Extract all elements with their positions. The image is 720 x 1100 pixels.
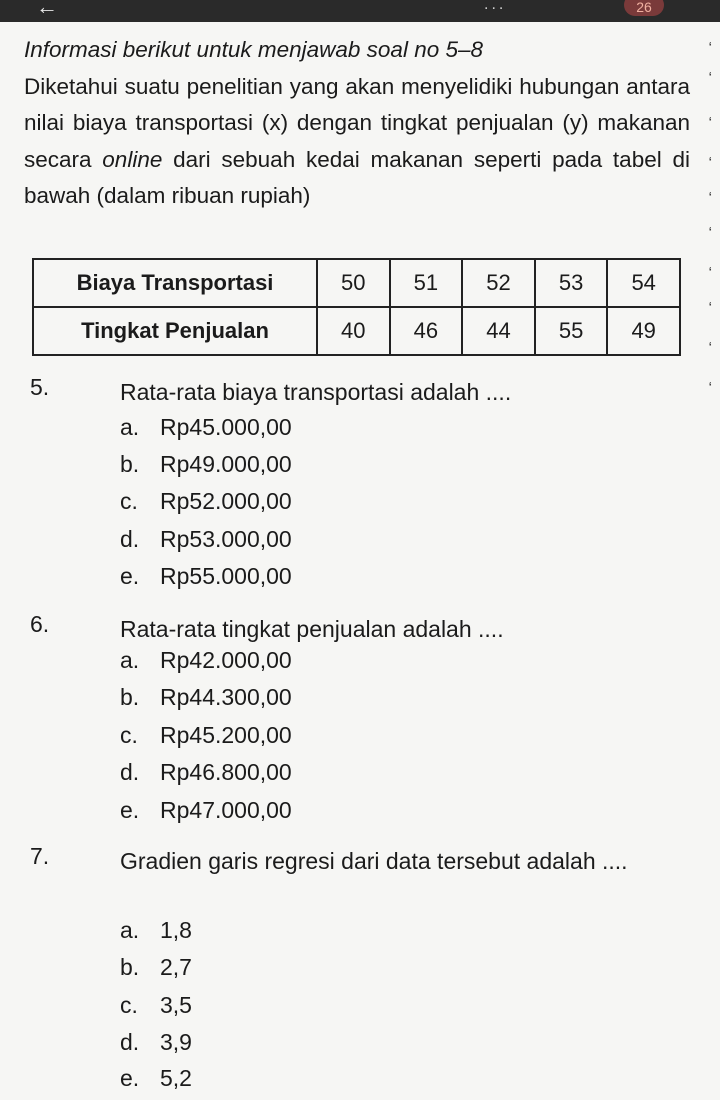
option-label: a.	[120, 647, 140, 673]
question-text: Rata-rata tingkat penjualan adalah ....	[120, 616, 504, 642]
edge-mark-icon: ‘	[708, 340, 712, 357]
option-b[interactable]	[120, 684, 292, 711]
top-bar	[0, 0, 720, 22]
edge-mark-icon: ‘	[708, 225, 712, 242]
option-label: b.	[120, 451, 140, 477]
table-cell: 55	[535, 307, 608, 355]
question-number: 7.	[30, 843, 50, 869]
option-text: Rp45.200,00	[160, 722, 292, 748]
question-6	[30, 611, 690, 841]
option-d[interactable]	[120, 759, 292, 786]
option-text: Rp52.000,00	[160, 488, 292, 514]
table-row-sales	[33, 307, 680, 355]
option-label: b.	[120, 684, 140, 710]
option-c[interactable]	[120, 722, 292, 749]
intro-text-1: Diketahui suatu penelitian yang akan menyelidiki hubungan antara nilai biaya transportasi (x) dengan tingkat penjualan (y) makanan secara	[24, 73, 690, 172]
table-cell: 53	[535, 259, 608, 307]
option-e[interactable]	[120, 1065, 192, 1092]
option-text: Rp44.300,00	[160, 684, 292, 710]
option-label: a.	[120, 414, 140, 440]
table-cell: 49	[607, 307, 680, 355]
data-table	[32, 258, 681, 356]
option-text: Rp49.000,00	[160, 451, 292, 477]
option-text: Rp47.000,00	[160, 797, 292, 823]
option-label: d.	[120, 526, 140, 552]
intro-paragraph	[24, 69, 690, 215]
option-label: a.	[120, 917, 140, 943]
question-text: Rata-rata biaya transportasi adalah ....	[120, 379, 512, 405]
option-text: Rp46.800,00	[160, 759, 292, 785]
table-cell: 52	[462, 259, 535, 307]
option-text: Rp53.000,00	[160, 526, 292, 552]
question-number: 5.	[30, 374, 50, 400]
question-5	[30, 374, 690, 604]
option-label: e.	[120, 797, 140, 823]
edge-mark-icon: ‘	[708, 380, 712, 397]
table-cell: 54	[607, 259, 680, 307]
option-text: Rp55.000,00	[160, 563, 292, 589]
edge-mark-icon: ‘	[708, 70, 712, 87]
option-label: b.	[120, 954, 140, 980]
intro-block	[24, 32, 690, 215]
edge-mark-icon: ‘	[708, 115, 712, 132]
option-label: e.	[120, 1065, 140, 1091]
option-d[interactable]	[120, 526, 292, 553]
option-text: 2,7	[160, 954, 192, 980]
back-arrow-icon[interactable]: ←	[36, 0, 58, 19]
row-label: Tingkat Penjualan	[33, 307, 317, 355]
option-text: 1,8	[160, 917, 192, 943]
edge-mark-icon: ‘	[708, 155, 712, 172]
option-a[interactable]	[120, 414, 292, 441]
table-cell: 40	[317, 307, 390, 355]
intro-text-2: dari sebuah kedai makanan seperti pada tabel di bawah (dalam ribuan rupiah)	[24, 146, 690, 208]
edge-mark-icon: ‘	[708, 300, 712, 317]
option-text: Rp45.000,00	[160, 414, 292, 440]
page-count-badge: 26	[624, 0, 664, 16]
intro-italic-word: online	[102, 146, 163, 172]
row-label: Biaya Transportasi	[33, 259, 317, 307]
option-text: 5,2	[160, 1065, 192, 1091]
option-d[interactable]	[120, 1029, 192, 1056]
option-label: c.	[120, 992, 138, 1018]
table-cell: 46	[390, 307, 463, 355]
table-cell: 44	[462, 307, 535, 355]
option-label: d.	[120, 759, 140, 785]
option-label: d.	[120, 1029, 140, 1055]
option-a[interactable]	[120, 647, 292, 674]
option-b[interactable]	[120, 451, 292, 478]
option-c[interactable]	[120, 488, 292, 515]
table-cell: 51	[390, 259, 463, 307]
edge-mark-icon: ‘	[708, 265, 712, 282]
option-e[interactable]	[120, 563, 292, 590]
option-a[interactable]	[120, 917, 192, 944]
page-edge-marks	[706, 40, 720, 460]
option-text: Rp42.000,00	[160, 647, 292, 673]
table-row-transport	[33, 259, 680, 307]
edge-mark-icon: ‘	[708, 40, 712, 57]
question-number: 6.	[30, 611, 50, 637]
option-label: c.	[120, 488, 138, 514]
option-label: e.	[120, 563, 140, 589]
option-b[interactable]	[120, 954, 192, 981]
option-e[interactable]	[120, 797, 292, 824]
question-7	[30, 843, 690, 1093]
option-text: 3,9	[160, 1029, 192, 1055]
question-text: Gradien garis regresi dari data tersebut adalah ....	[120, 848, 628, 874]
edge-mark-icon: ‘	[708, 190, 712, 207]
option-label: c.	[120, 722, 138, 748]
option-c[interactable]	[120, 992, 192, 1019]
more-dots-icon[interactable]: ...	[484, 0, 507, 13]
intro-heading: Informasi berikut untuk menjawab soal no 5–8	[24, 37, 484, 62]
table-cell: 50	[317, 259, 390, 307]
option-text: 3,5	[160, 992, 192, 1018]
